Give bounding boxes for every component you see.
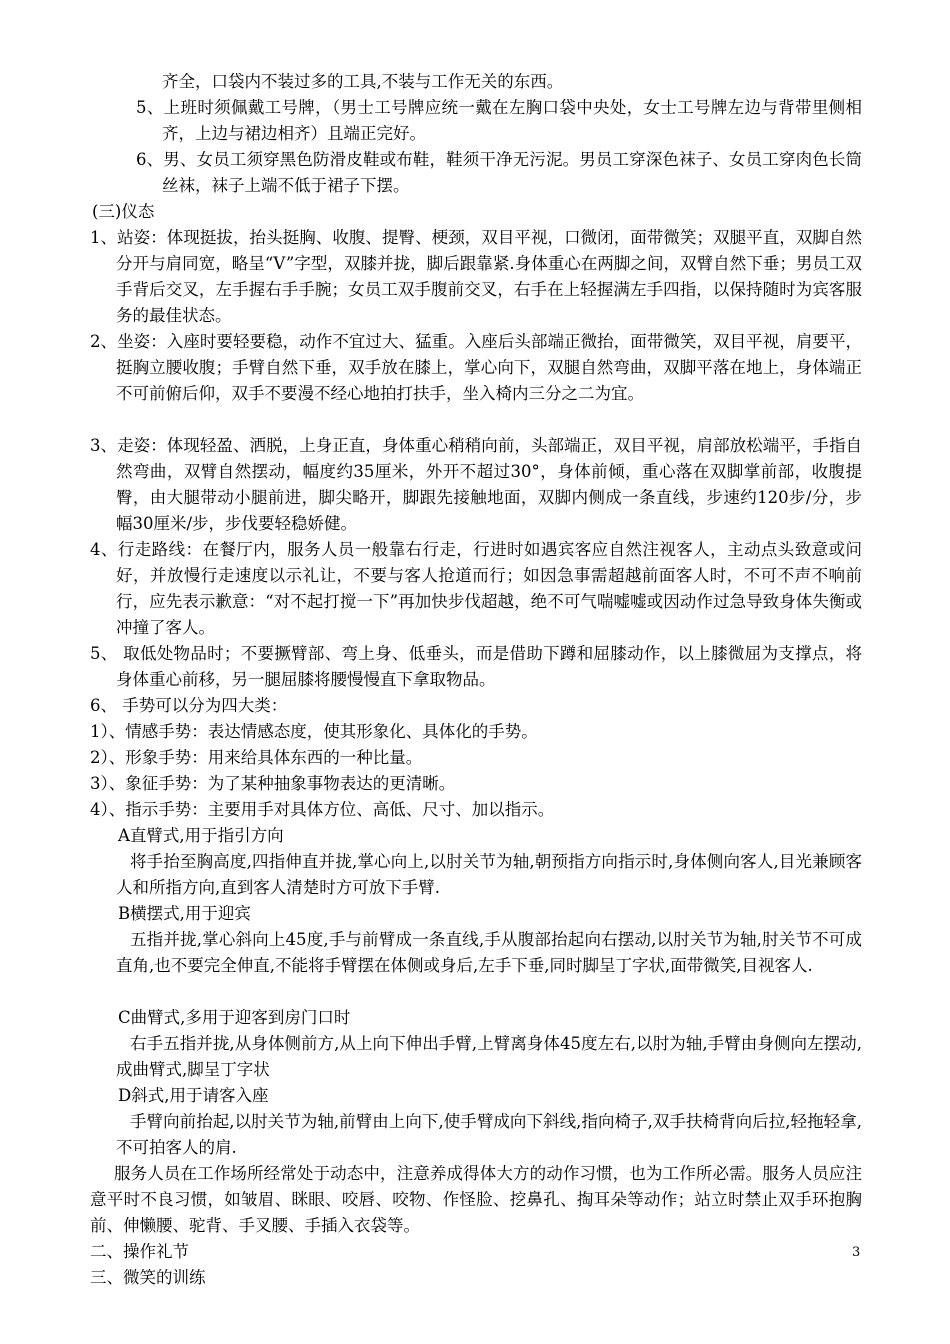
list-item: 3）、象征手势：为了某种抽象事物表达的更清晰。 — [90, 774, 456, 793]
list-item: 2）、形象手势：用来给具体东西的一种比量。 — [90, 748, 423, 767]
paragraph: 将手抬至胸高度,四指伸直并拢,掌心向上,以肘关节为轴,朝预指方向指示时,身体侧向客人,目光兼顾客人和所指方向,直到客人清楚时方可放下手臂. — [116, 852, 862, 897]
section-heading: 三、微笑的训练 — [90, 1268, 206, 1287]
page-number: 3 — [852, 1245, 861, 1260]
list-item: 5、 取低处物品时；不要撅臂部、弯上身、低垂头，而是借助下蹲和屈膝动作，以上膝微屈为支撑点，将身体重心前移，另一腿屈膝将腰慢慢直下拿取物品。 — [90, 644, 862, 689]
paragraph: 右手五指并拢,从身体侧前方,从上向下伸出手臂,上臂离身体45度左右,以肘为轴,手臂由身侧向左摆动,成曲臂式,脚呈丁字状 — [116, 1034, 862, 1079]
section-heading: 二、操作礼节 — [90, 1242, 189, 1261]
list-item: 6、男、女员工须穿黑色防滑皮鞋或布鞋，鞋须干净无污泥。男员工穿深色袜子、女员工穿肉色长筒丝袜，袜子上端不低于裙子下摆。 — [136, 150, 862, 195]
subheading: C曲臂式,多用于迎客到房门口时 — [118, 1008, 351, 1027]
list-item: 4）、指示手势：主要用手对具体方位、高低、尺寸、加以指示。 — [90, 800, 555, 819]
paragraph: 齐全，口袋内不装过多的工具,不装与工作无关的东西。 — [162, 72, 564, 91]
paragraph: 五指并拢,掌心斜向上45度,手与前臂成一条直线,手从腹部抬起向右摆动,以肘关节为轴,肘关节不可成直角,也不要完全伸直,不能将手臂摆在体侧或身后,左手下垂,同时脚呈丁字状,面带微笑,目视客人. — [116, 930, 862, 975]
subheading: A直臂式,用于指引方向 — [118, 826, 284, 845]
subheading: D斜式,用于请客入座 — [118, 1086, 269, 1105]
list-item: 3、走姿：体现轻盈、洒脱，上身正直，身体重心稍稍向前，头部端正，双目平视，肩部放松端平，手指自然弯曲，双臂自然摆动，幅度约35厘米，外开不超过30°，身体前倾，重心落在双脚掌前部，收腹提臀，由大腿带动小腿前进，脚尖略开，脚跟先接触地面，双脚内侧成一条直线，步速约120步/分，步幅30厘米/步，步伐要轻稳娇健。 — [90, 436, 862, 533]
list-item: 1）、情感手势：表达情感态度，使其形象化、具体化的手势。 — [90, 722, 538, 741]
list-item: 5、上班时须佩戴工号牌，（男士工号牌应统一戴在左胸口袋中央处，女士工号牌左边与背带里侧相齐，上边与裙边相齐）且端正完好。 — [136, 98, 862, 143]
paragraph: 服务人员在工作场所经常处于动态中，注意养成得体大方的动作习惯，也为工作所必需。服务人员应注意平时不良习惯，如皱眉、眯眼、咬唇、咬物、作怪脸、挖鼻孔、掏耳朵等动作；站立时禁止双手环抱胸前、伸懒腰、驼背、手叉腰、手插入衣袋等。 — [90, 1164, 862, 1235]
paragraph: 手臂向前抬起,以肘关节为轴,前臂由上向下,使手臂成向下斜线,指向椅子,双手扶椅背向后拉,轻拖轻拿,不可拍客人的肩. — [116, 1112, 862, 1157]
section-heading: (三)仪态 — [92, 202, 155, 221]
list-item: 4、行走路线：在餐厅内，服务人员一般靠右行走，行进时如遇宾客应自然注视客人，主动点头致意或问好，并放慢行走速度以示礼让，不要与客人抢道而行；如因急事需超越前面客人时，不可不声不响前行，应先表示歉意：“对不起打搅一下”再加快步伐超越，绝不可气喘嘘嘘或因动作过急导致身体失衡或冲撞了客人。 — [90, 540, 862, 637]
subheading: B横摆式,用于迎宾 — [118, 904, 251, 923]
list-item: 2、坐姿：入座时要轻要稳，动作不宜过大、猛重。入座后头部端正微抬，面带微笑，双目平视，肩要平，挺胸立腰收腹；手臂自然下垂，双手放在膝上，掌心向下，双腿自然弯曲，双脚平落在地上，身体端正不可前俯后仰，双手不要漫不经心地拍打扶手，坐入椅内三分之二为宜。 — [90, 332, 862, 403]
list-item: 6、 手势可以分为四大类： — [90, 696, 288, 715]
list-item: 1、站姿：体现挺拔，抬头挺胸、收腹、提臀、梗颈，双目平视，口微闭，面带微笑；双腿平直，双脚自然分开与肩同宽，略呈“V”字型，双膝并拢，脚后跟靠紧.身体重心在两脚之间，双臂自然下垂；男员工双手背后交叉，左手握右手手腕；女员工双手腹前交叉，右手在上轻握满左手四指，以保持随时为宾客服务的最佳状态。 — [90, 228, 862, 325]
